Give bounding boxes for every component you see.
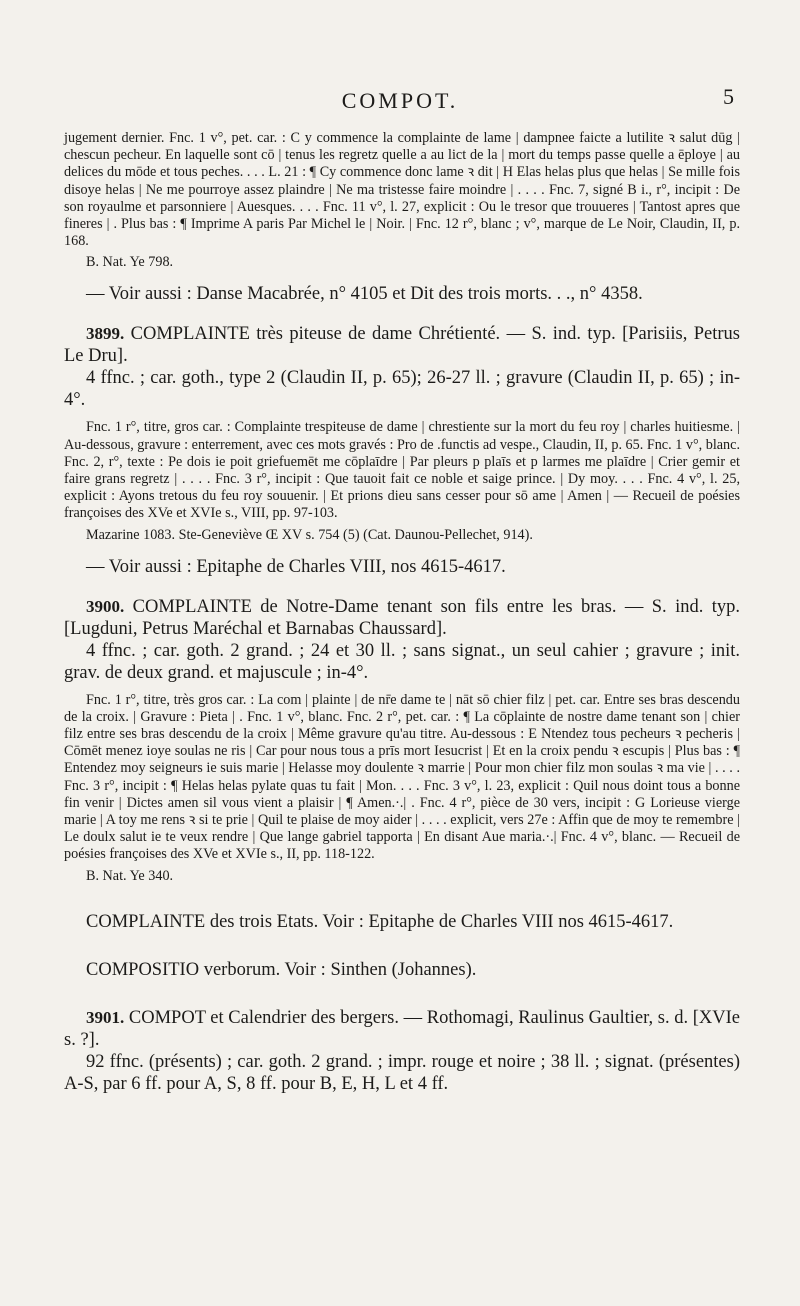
entry-number: 3899. <box>86 324 125 344</box>
running-head <box>0 84 800 118</box>
see-also: — Voir aussi : Epitaphe de Charles VIII, nos 4615-4617. <box>86 556 506 577</box>
entry-number: 3901. <box>86 1007 125 1027</box>
entry-title: COMPOT et Calendrier des bergers. — Rothomagi, Raulinus Gaultier, s. d. [XVIe s. ?]. <box>64 1007 740 1050</box>
entry-heading <box>64 1007 740 1051</box>
running-title: COMPOT. <box>341 88 459 113</box>
entry-3900 <box>64 596 740 885</box>
entry-number: 3900. <box>86 596 125 616</box>
entry-collation: 4 ffnc. ; car. goth., type 2 (Claudin II, p. 65); 26-27 ll. ; gravure (Claudin II, p. 65) ; in-4°. <box>64 368 740 411</box>
see-also: — Voir aussi : Danse Macabrée, n° 4105 et Dit des trois morts. . ., n° 4358. <box>86 284 643 305</box>
entry-3901 <box>64 1007 740 1095</box>
entry-notes: Fnc. 1 r°, titre, très gros car. : La com | plainte | de nr̄e dame te | nāt sō chier filz | pet. car. Entre ses bras descendu de la croix. | Gravure : Pieta | . Fnc. 1 v°, blanc. Fnc. 2 r°, pet. car. : ¶ La cōplainte de nostre dame tenant son | chier filz entre ses bras descendu de la croix | Même gravure qu'au titre. Au-dessous : E Ntendez tous pecheurs ꝛ pecheris | Cōmēt menez ioye soulas ne ris | Car pour nous tous a prīs mort Iesucrist | Et en la croix pendu ꝛ escupis | Plus bas : ¶ Entendez moy seigneurs ie suis marie | Helasse moy doulente ꝛ marrie | Pour mon chier filz mon soulas ꝛ ma vie | . . . . Fnc. 3 r°, incipit : ¶ Helas helas pylate quas tu fait | Mon. . . . Fnc. 3 v°, l. 23, explicit : Quil nous doint tous a bonne fin venir | Dictes amen sil vous vient a plaisir | ¶ Amen.·.| . Fnc. 4 r°, pièce de 30 vers, incipit : G Lorieuse vierge marie | A toy me rens ꝛ si te prie | Quil te plaise de moy aider | . . . . explicit, vers 27e : Affin que de moy te remembre | Le doulx salut ie te veux rendre | Que lange gabriel tapporta | En disant Aue maria.·.| Fnc. 4 v°, blanc. — Recueil de poésies françoises des XVe et XVIe s., II, pp. 118-122. <box>64 691 740 863</box>
entry-location: B. Nat. Ye 798. <box>86 254 174 271</box>
page-body <box>64 130 740 1095</box>
entry-continuation <box>64 130 740 305</box>
entry-location: B. Nat. Ye 340. <box>86 867 174 884</box>
entry-title: COMPLAINTE très piteuse de dame Chrétienté. — S. ind. typ. [Parisiis, Petrus Le Dru]. <box>64 324 741 367</box>
entry-location: Mazarine 1083. Ste-Geneviève Œ XV s. 754 (5) (Cat. Daunou-Pellechet, 914). <box>86 526 533 543</box>
page-number: 5 <box>723 84 734 109</box>
entry-notes: Fnc. 1 r°, titre, gros car. : Complainte trespiteuse de dame | chrestiente sur la mort du feu roy | charles huitiesme. | Au-dessous, gravure : enterrement, avec ces mots gravés : Pro de .functis ad vespe., Claudin, II, p. 65. Fnc. 1 v°, blanc. Fnc. 2, r°, texte : Pe dois ie poit griefuemēt me cōplaīdre | Par pleurs p plaīs et p larmes me plaīdre | Crier gemir et faire grans regretz | . . . . Fnc. 3 r°, incipit : Que tauoit fait ce noble et saige prince. | Dy moy. . . . Fnc. 4 v°, l. 25, explicit : Ayons tretous du feu roy souuenir. | Et prions dieu sans cesser pour sō ame | Amen | — Recueil de poésies françoises des XVe et XVIe s., VIII, pp. 97-103. <box>64 419 740 522</box>
entry-title: COMPLAINTE de Notre-Dame tenant son fils entre les bras. — S. ind. typ. [Lugduni, Petrus Maréchal et Barnabas Chaussard]. <box>64 596 741 639</box>
cross-reference: COMPLAINTE des trois Etats. Voir : Epitaphe de Charles VIII nos 4615-4617. <box>86 911 674 932</box>
entry-heading <box>64 596 740 640</box>
entry-notes: jugement dernier. Fnc. 1 v°, pet. car. : C y commence la complainte de lame | dampnee faicte a lutilite ꝛ salut dūg | chescun pecheur. En laquelle sont cō | tenus les regretz quelle a au lict de la | mort du temps passe quelle a ēploye | au delices du mōde et tous peches. . . . L. 21 : ¶ Cy commence donc lame ꝛ dit | H Elas helas plus que helas | Se mille fois disoye helas | Ne me pourroye assez plaindre | Ne ma tristesse faire moindre | . . . . Fnc. 7, signé B i., r°, incipit : De son royaulme et parsonniere | Auesques. . . . Fnc. 11 v°, l. 27, explicit : Ou le tresor que trouueres | Tantost apres que fineres | . Plus bas : ¶ Imprime A paris Par Michel le | Noir. | Fnc. 12 r°, blanc ; v°, marque de Le Noir, Claudin, II, p. 168. <box>64 130 740 250</box>
entry-collation: 4 ffnc. ; car. goth. 2 grand. ; 24 et 30 ll. ; sans signat., un seul cahier ; gravure ; init. grav. de deux grand. et majuscule ; in-4°. <box>64 640 740 683</box>
entry-3899 <box>64 323 740 577</box>
entry-collation: 92 ffnc. (présents) ; car. goth. 2 grand. ; impr. rouge et noire ; 38 ll. ; signat. (présentes) A-S, par 6 ff. pour A, S, 8 ff. pour B, E, H, L et 4 ff. <box>64 1051 740 1094</box>
cross-reference: COMPOSITIO verborum. Voir : Sinthen (Johannes). <box>86 959 477 980</box>
entry-heading <box>64 323 740 367</box>
